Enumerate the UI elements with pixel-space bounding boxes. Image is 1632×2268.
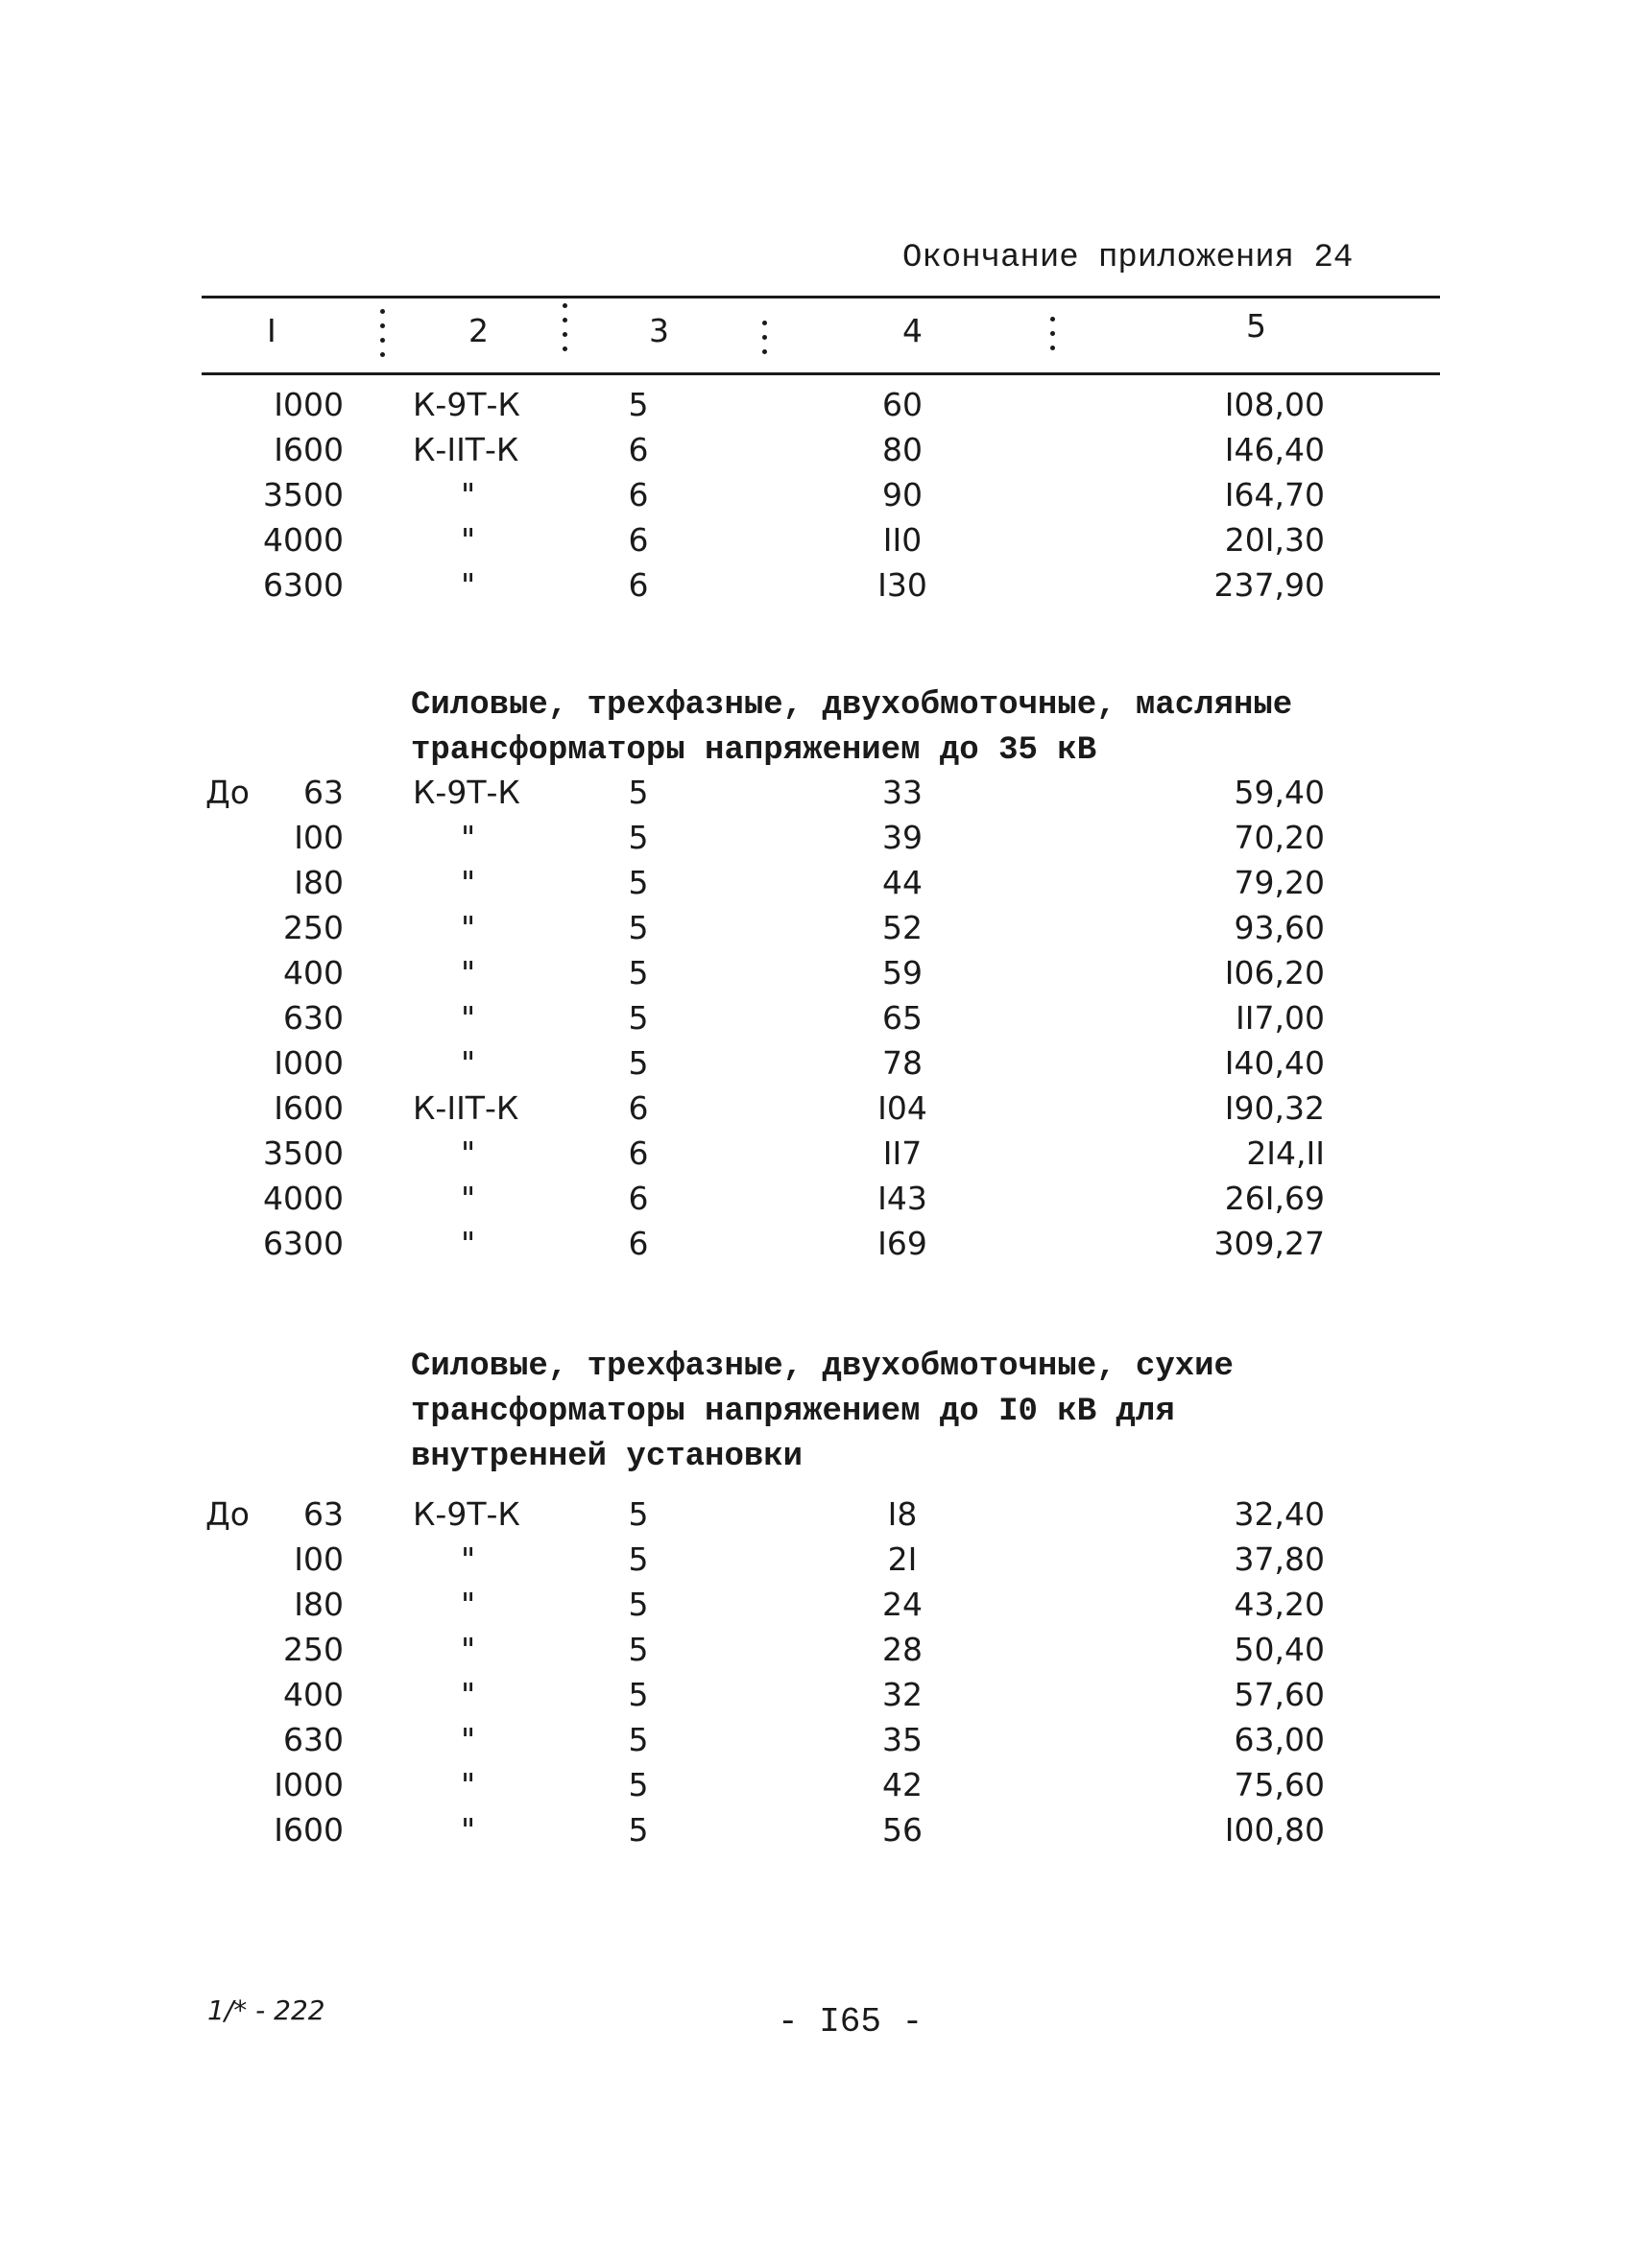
group3-title-line3: внутренней установки: [411, 1439, 804, 1475]
table-row: [0, 1811, 1632, 1853]
cell-power: I80: [294, 864, 344, 901]
cell-col4: 44: [882, 864, 923, 901]
cell-type: К-IIТ-К: [413, 431, 519, 468]
cell-col3: 5: [628, 1586, 649, 1623]
cell-col4: 78: [882, 1044, 923, 1082]
cell-col3: 5: [628, 1676, 649, 1713]
header-bottom-rule: [202, 372, 1440, 375]
table-row: [0, 909, 1632, 951]
table-row: [0, 476, 1632, 518]
cell-power: I80: [294, 1586, 344, 1623]
cell-price: 70,20: [1234, 819, 1325, 856]
table-row: [0, 1540, 1632, 1583]
cell-price: 63,00: [1234, 1721, 1325, 1758]
cell-col4: I04: [877, 1089, 927, 1127]
cell-type-ditto: ": [461, 1811, 476, 1849]
table-row: [0, 864, 1632, 906]
cell-power: 250: [283, 909, 344, 946]
cell-type-ditto: ": [461, 566, 476, 604]
cell-type-ditto: ": [461, 1180, 476, 1217]
cell-power: 4000: [263, 521, 344, 559]
cell-type-ditto: ": [461, 1044, 476, 1082]
cell-col3: 5: [628, 819, 649, 856]
cell-power: 400: [283, 954, 344, 991]
cell-col4: I30: [877, 566, 927, 604]
cell-col3: 5: [628, 774, 649, 811]
cell-col4: I69: [877, 1225, 927, 1262]
cell-col3: 6: [628, 1225, 649, 1262]
cell-col4: 42: [882, 1766, 923, 1803]
cell-price: I40,40: [1224, 1044, 1325, 1082]
table-row: [0, 431, 1632, 473]
cell-price: I00,80: [1224, 1811, 1325, 1849]
table-row: [0, 1495, 1632, 1538]
cell-prefix: До: [205, 1495, 250, 1533]
cell-price: 20I,30: [1224, 521, 1325, 559]
cell-price: 26I,69: [1224, 1180, 1325, 1217]
table-row: [0, 1721, 1632, 1763]
table-row: [0, 386, 1632, 428]
col-separator: [380, 309, 385, 367]
cell-type-ditto: ": [461, 476, 476, 513]
cell-col3: 6: [628, 1134, 649, 1172]
cell-type-ditto: ": [461, 521, 476, 559]
cell-price: I08,00: [1224, 386, 1325, 423]
cell-col3: 6: [628, 1089, 649, 1127]
cell-col4: 60: [882, 386, 923, 423]
cell-col4: 35: [882, 1721, 923, 1758]
page-number: - I65 -: [778, 2002, 924, 2041]
cell-type: К-9Т-К: [413, 386, 520, 423]
cell-price: 79,20: [1234, 864, 1325, 901]
cell-col4: I8: [887, 1495, 918, 1533]
cell-col3: 5: [628, 864, 649, 901]
cell-col4: II0: [882, 521, 923, 559]
cell-col4: 2I: [887, 1540, 918, 1578]
cell-type: К-IIТ-К: [413, 1089, 519, 1127]
cell-power: I00: [294, 819, 344, 856]
cell-price: 37,80: [1234, 1540, 1325, 1578]
cell-price: I06,20: [1224, 954, 1325, 991]
cell-col4: 65: [882, 999, 923, 1037]
table-row: [0, 1044, 1632, 1086]
handwritten-note: 1/* - 222: [207, 1994, 325, 2026]
cell-power: I000: [274, 1766, 344, 1803]
cell-col3: 5: [628, 999, 649, 1037]
cell-power: I600: [274, 431, 344, 468]
cell-price: I90,32: [1224, 1089, 1325, 1127]
cell-col4: 28: [882, 1631, 923, 1668]
cell-price: 32,40: [1234, 1495, 1325, 1533]
cell-price: 2I4,II: [1246, 1134, 1325, 1172]
table-row: [0, 819, 1632, 861]
cell-type-ditto: ": [461, 1631, 476, 1668]
cell-col3: 5: [628, 1766, 649, 1803]
cell-type-ditto: ": [461, 999, 476, 1037]
cell-col3: 5: [628, 1811, 649, 1849]
cell-type-ditto: ": [461, 864, 476, 901]
table-row: [0, 1225, 1632, 1267]
continuation-title: Окончание приложения 24: [902, 240, 1354, 276]
cell-price: 309,27: [1213, 1225, 1325, 1262]
cell-power: 6300: [263, 566, 344, 604]
cell-col4: 39: [882, 819, 923, 856]
table-row: [0, 1766, 1632, 1808]
cell-power: 630: [283, 999, 344, 1037]
cell-type-ditto: ": [461, 1586, 476, 1623]
cell-power: I600: [274, 1811, 344, 1849]
table-row: [0, 1631, 1632, 1673]
cell-price: 237,90: [1213, 566, 1325, 604]
cell-col4: II7: [882, 1134, 923, 1172]
cell-price: I64,70: [1224, 476, 1325, 513]
cell-type-ditto: ": [461, 1225, 476, 1262]
group2-title-line1: Силовые, трехфазные, двухобмоточные, масляные: [411, 687, 1293, 724]
cell-type-ditto: ": [461, 1134, 476, 1172]
table-row: [0, 1180, 1632, 1222]
cell-price: 57,60: [1234, 1676, 1325, 1713]
col-header-3: 3: [649, 312, 669, 349]
cell-col4: 52: [882, 909, 923, 946]
cell-col4: 56: [882, 1811, 923, 1849]
cell-col4: 80: [882, 431, 923, 468]
cell-power: 4000: [263, 1180, 344, 1217]
table-row: [0, 1089, 1632, 1132]
table-row: [0, 999, 1632, 1041]
cell-price: I46,40: [1224, 431, 1325, 468]
cell-col3: 5: [628, 1721, 649, 1758]
cell-type-ditto: ": [461, 1766, 476, 1803]
cell-price: 43,20: [1234, 1586, 1325, 1623]
table-row: [0, 774, 1632, 816]
col-header-2: 2: [468, 312, 489, 349]
cell-col4: 24: [882, 1586, 923, 1623]
cell-type: К-9Т-К: [413, 774, 520, 811]
cell-type-ditto: ": [461, 1540, 476, 1578]
cell-power: I000: [274, 1044, 344, 1082]
col-separator: [563, 303, 567, 361]
cell-type-ditto: ": [461, 909, 476, 946]
cell-col3: 5: [628, 954, 649, 991]
table-row: [0, 1586, 1632, 1628]
cell-col3: 6: [628, 476, 649, 513]
group2-title-line2: трансформаторы напряжением до 35 кВ: [411, 732, 1097, 769]
cell-col3: 6: [628, 1180, 649, 1217]
cell-col3: 5: [628, 1495, 649, 1533]
cell-power: I000: [274, 386, 344, 423]
cell-col3: 6: [628, 431, 649, 468]
group3-title: [411, 1345, 1234, 1480]
cell-col3: 5: [628, 1631, 649, 1668]
col-header-4: 4: [902, 312, 923, 349]
cell-power: 63: [303, 774, 344, 811]
cell-type-ditto: ": [461, 819, 476, 856]
cell-col3: 5: [628, 909, 649, 946]
cell-power: 630: [283, 1721, 344, 1758]
cell-col3: 6: [628, 566, 649, 604]
cell-type-ditto: ": [461, 1721, 476, 1758]
cell-type: К-9Т-К: [413, 1495, 520, 1533]
group3-title-line1: Силовые, трехфазные, двухобмоточные, сухие: [411, 1349, 1234, 1385]
cell-power: I600: [274, 1089, 344, 1127]
col-header-1: I: [267, 312, 276, 349]
cell-power: 400: [283, 1676, 344, 1713]
cell-col4: 33: [882, 774, 923, 811]
cell-power: I00: [294, 1540, 344, 1578]
table-row: [0, 1676, 1632, 1718]
col-separator: [762, 321, 767, 364]
table-row: [0, 566, 1632, 609]
cell-power: 3500: [263, 1134, 344, 1172]
cell-prefix: До: [205, 774, 250, 811]
cell-price: 93,60: [1234, 909, 1325, 946]
cell-col3: 5: [628, 386, 649, 423]
group3-title-line2: трансформаторы напряжением до I0 кВ для: [411, 1394, 1175, 1430]
cell-power: 6300: [263, 1225, 344, 1262]
cell-col4: 90: [882, 476, 923, 513]
cell-col4: I43: [877, 1180, 927, 1217]
table-row: [0, 521, 1632, 563]
cell-col4: 32: [882, 1676, 923, 1713]
cell-power: 250: [283, 1631, 344, 1668]
cell-type-ditto: ": [461, 954, 476, 991]
cell-price: 50,40: [1234, 1631, 1325, 1668]
col-separator: [1050, 317, 1055, 360]
col-header-5: 5: [1246, 307, 1266, 345]
cell-price: II7,00: [1236, 999, 1325, 1037]
cell-col4: 59: [882, 954, 923, 991]
cell-power: 3500: [263, 476, 344, 513]
header-top-rule: [202, 296, 1440, 298]
group2-title: [411, 683, 1292, 774]
cell-price: 59,40: [1234, 774, 1325, 811]
cell-col3: 6: [628, 521, 649, 559]
cell-col3: 5: [628, 1044, 649, 1082]
cell-power: 63: [303, 1495, 344, 1533]
table-row: [0, 1134, 1632, 1177]
cell-price: 75,60: [1234, 1766, 1325, 1803]
table-row: [0, 954, 1632, 996]
cell-type-ditto: ": [461, 1676, 476, 1713]
cell-col3: 5: [628, 1540, 649, 1578]
